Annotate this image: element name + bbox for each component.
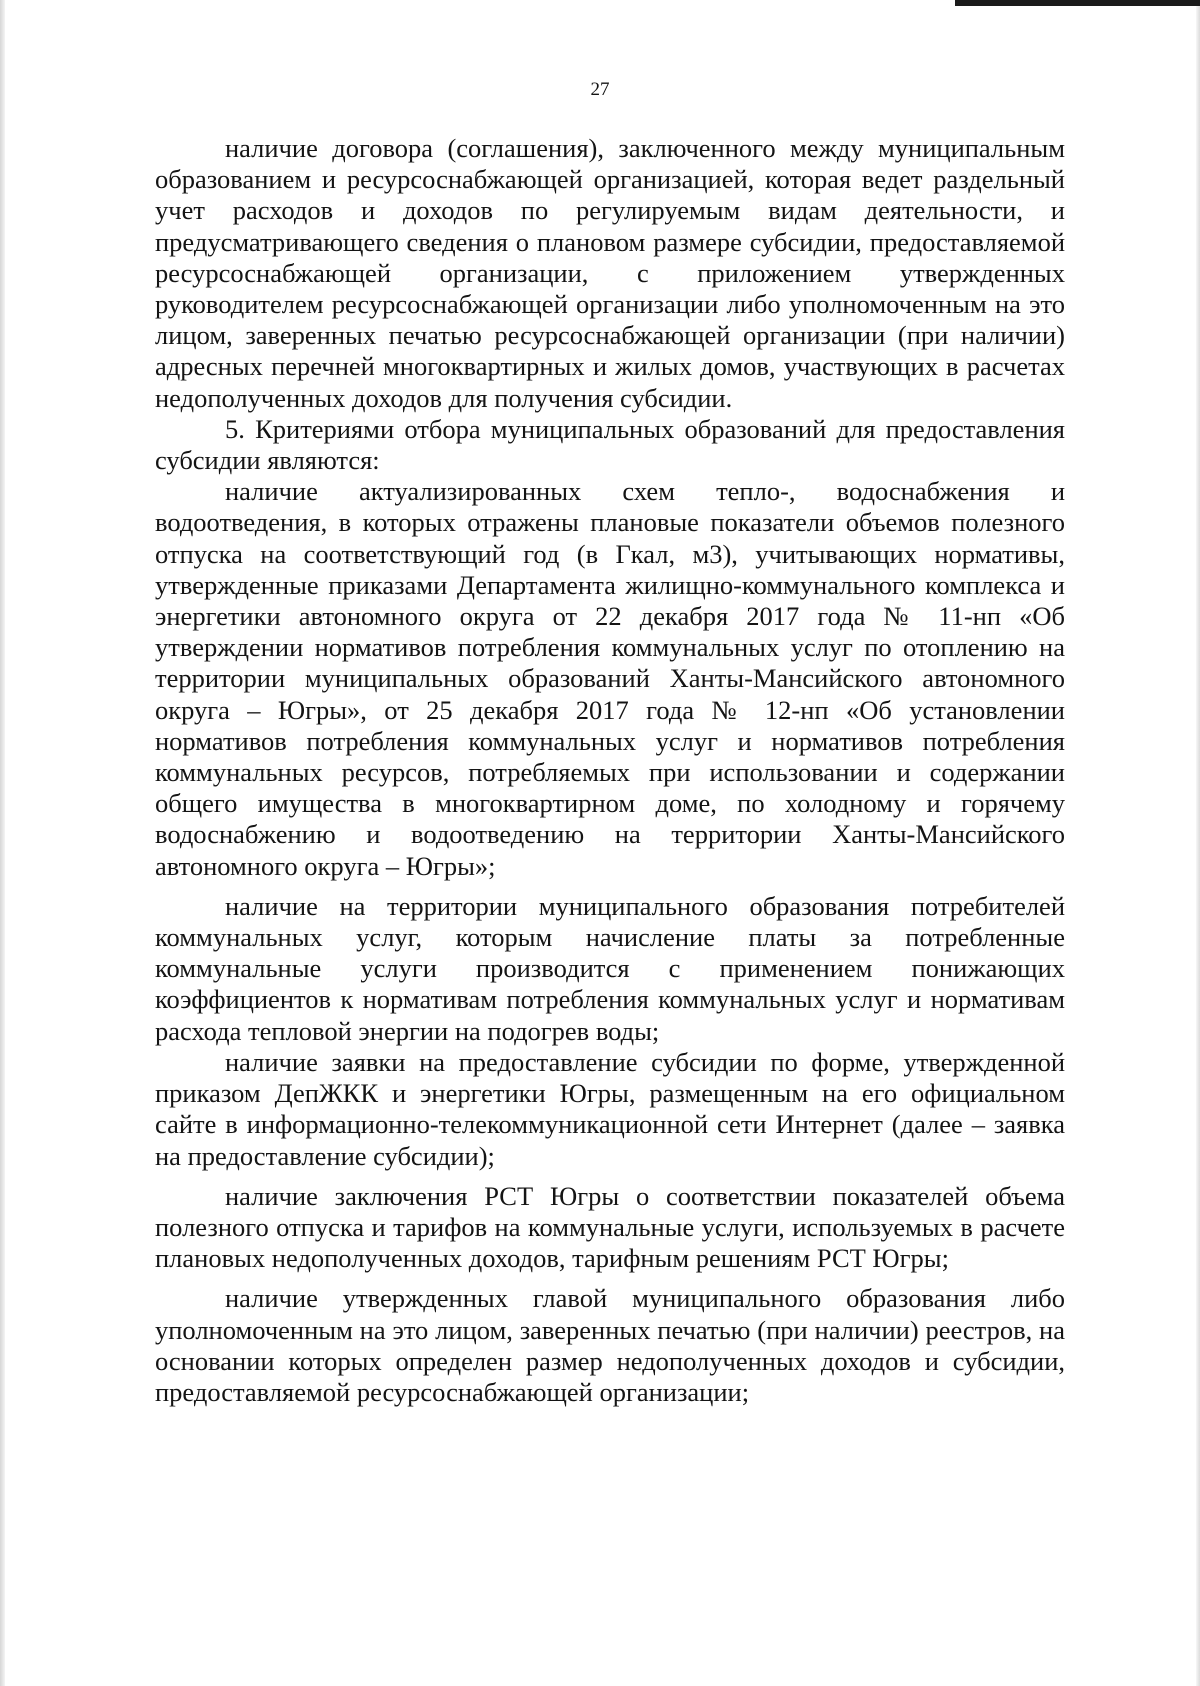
scan-edge-left xyxy=(0,0,5,1686)
scan-edge-right xyxy=(1196,0,1200,1686)
page-number: 27 xyxy=(590,79,610,100)
paragraph-registries: наличие утвержденных главой муниципального образования либо уполномоченным на это лицом, заверенных печатью (при наличии) реестров, на основании которых определен размер недополученных доходов и субсидии, предоставляемой ресурсоснабжающей организации; xyxy=(155,1283,1065,1407)
paragraph-contract: наличие договора (соглашения), заключенного между муниципальным образованием и ресурсоснабжающей организацией, которая ведет раздельный учет расходов и доходов по регулируемым видам деятельности, и предусматривающего сведения о плановом размере субсидии, предоставляемой ресурсоснабжающей организации, с приложением утвержденных руководителем ресурсоснабжающей организации либо уполномоченным на это лицом, заверенных печатью ресурсоснабжающей организации (при наличии) адресных перечней многоквартирных и жилых домов, участвующих в расчетах недополученных доходов для получения субсидии. xyxy=(155,133,1065,413)
scan-artifact-bar xyxy=(955,0,1200,6)
paragraph-subsidy-application: наличие заявки на предоставление субсидии по форме, утвержденной приказом ДепЖКК и энергетики Югры, размещенным на его официальном сайте в информационно-телекоммуникационной сети Интернет (далее – заявка на предоставление субсидии); xyxy=(155,1046,1065,1171)
paragraph-selection-criteria: 5. Критериями отбора муниципальных образований для предоставления субсидии являются: xyxy=(155,413,1065,476)
paragraph-heat-water-schemes: наличие актуализированных схем тепло-, водоснабжения и водоотведения, в которых отражены плановые показатели объемов полезного отпуска на соответствующий год (в Гкал, м3), учитывающих нормативы, утвержденные приказами Департамента жилищно-коммунального комплекса и энергетики автономного округа от 22 декабря 2017 года № 11-нп «Об утверждении нормативов потребления коммунальных услуг по отоплению на территории муниципальных образований Ханты-Мансийского автономного округа – Югры», от 25 декабря 2017 года № 12-нп «Об установлении нормативов потребления коммунальных услуг и нормативов потребления коммунальных ресурсов, потребляемых при использовании и содержании общего имущества в многоквартирном доме, по холодному и горячему водоснабжению и водоотведению на территории Ханты-Мансийского автономного округа – Югры»; xyxy=(155,476,1065,881)
paragraph-rst-conclusion: наличие заключения РСТ Югры о соответствии показателей объема полезного отпуска и тарифов на коммунальные услуги, используемых в расчете плановых недополученных доходов, тарифным решениям РСТ Югры; xyxy=(155,1180,1065,1274)
document-body xyxy=(155,133,1065,1408)
paragraph-reduced-coefficients: наличие на территории муниципального образования потребителей коммунальных услуг, которым начисление платы за потребленные коммунальные услуги производится с применением понижающих коэффициентов к нормативам потребления коммунальных услуг и нормативам расхода тепловой энергии на подогрев воды; xyxy=(155,890,1065,1046)
